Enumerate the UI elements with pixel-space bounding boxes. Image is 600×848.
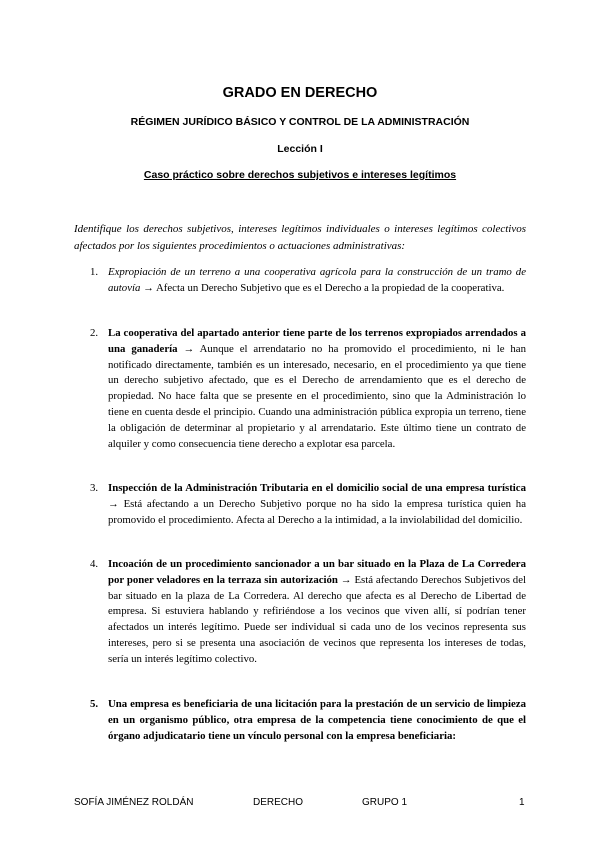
degree-title: GRADO EN DERECHO (222, 85, 378, 101)
item-lead: Una empresa es beneficiaria de una licitación para la prestación de un servicio de limpieza en un organismo público, otra empresa de la competencia tiene conocimiento de que el órgano adjudicatario tiene un vínculo personal con la empresa beneficiaria: (108, 698, 526, 742)
arrow-symbol: → (337, 573, 355, 586)
arrow-symbol: → (108, 497, 124, 510)
arrow-symbol: → (177, 342, 200, 355)
item-lead: Expropiación de un terreno a una cooperativa agrícola para la construcción de un tramo de autovía (108, 266, 526, 294)
item-lead: Incoación de un procedimiento sancionador a un bar situado en la Plaza de La Corredera por poner veladores en la terraza sin autorización (108, 558, 526, 586)
course-title: RÉGIMEN JURÍDICO BÁSICO Y CONTROL DE LA ADMINISTRACIÓN (130, 116, 470, 128)
item-number: 5. (90, 698, 99, 710)
instructions-text: Identifique los derechos subjetivos, intereses legítimos individuales o intereses legítimos colectivos afectados por los siguientes procedimientos o actuaciones administrativas: (74, 223, 526, 252)
page-number: 1 (519, 797, 525, 808)
list-item (108, 697, 526, 744)
footer-subject: DERECHO (253, 797, 304, 808)
list-item (108, 265, 526, 297)
footer-group: GRUPO 1 (362, 797, 408, 808)
item-number: 4. (90, 558, 99, 570)
lesson-title: Lección I (277, 143, 323, 155)
item-number: 3. (90, 482, 99, 494)
item-number: 1. (90, 266, 99, 278)
item-answer: Aunque el arrendatario no ha promovido el procedimiento, ni le han notificado directamente, también es un interesado, necesario, en el procedimiento ya que tiene un derecho subjetivo afectado, que es el Derecho de arrendamiento que es el derecho de propiedad. No hace falta que se presente en el procedimiento, sino que la Administración lo tiene en cuenta desde el principio. Cuando una administración pública expropia un terreno, tiene la obligación de determinar al propietario y al arrendatario. Este último tiene un contrato de alquiler y como consecuencia tiene derecho a explotar esa parcela. (108, 342, 526, 450)
list-item (108, 557, 526, 668)
item-answer: Está afectando a un Derecho Subjetivo porque no ha sido la empresa turística quien ha promovido el procedimiento. Afecta al Derecho a la intimidad, a la inviolabilidad del domicilio. (108, 497, 526, 526)
item-lead: Inspección de la Administración Tributaria en el domicilio social de una empresa turística (108, 482, 526, 494)
item-answer: Está afectando Derechos Subjetivos del bar situado en la plaza de La Corredera. Al derecho que afecta es al Derecho de Libertad de empresa. Si estuviera hablando y refiriéndose a los vecinos que viven allí, sí podrían tener afectados un interés legítimo. Puede ser individual si cada uno de los vecinos representa sus intereses, pero si se presenta una asociación de vecinos que representa los intereses de todas, sería un interés legítimo colectivo. (108, 573, 526, 665)
item-number: 2. (90, 327, 99, 339)
footer-author: SOFÍA JIMÉNEZ ROLDÁN (74, 797, 194, 808)
case-title: Caso práctico sobre derechos subjetivos e intereses legítimos (143, 169, 457, 181)
list-item (108, 481, 526, 528)
list-item (108, 326, 526, 452)
item-lead: La cooperativa del apartado anterior tiene parte de los terrenos expropiados arrendados a una ganadería (108, 327, 526, 355)
item-answer: Afecta un Derecho Subjetivo que es el Derecho a la propiedad de la cooperativa. (156, 281, 505, 294)
arrow-symbol: → (140, 281, 156, 294)
